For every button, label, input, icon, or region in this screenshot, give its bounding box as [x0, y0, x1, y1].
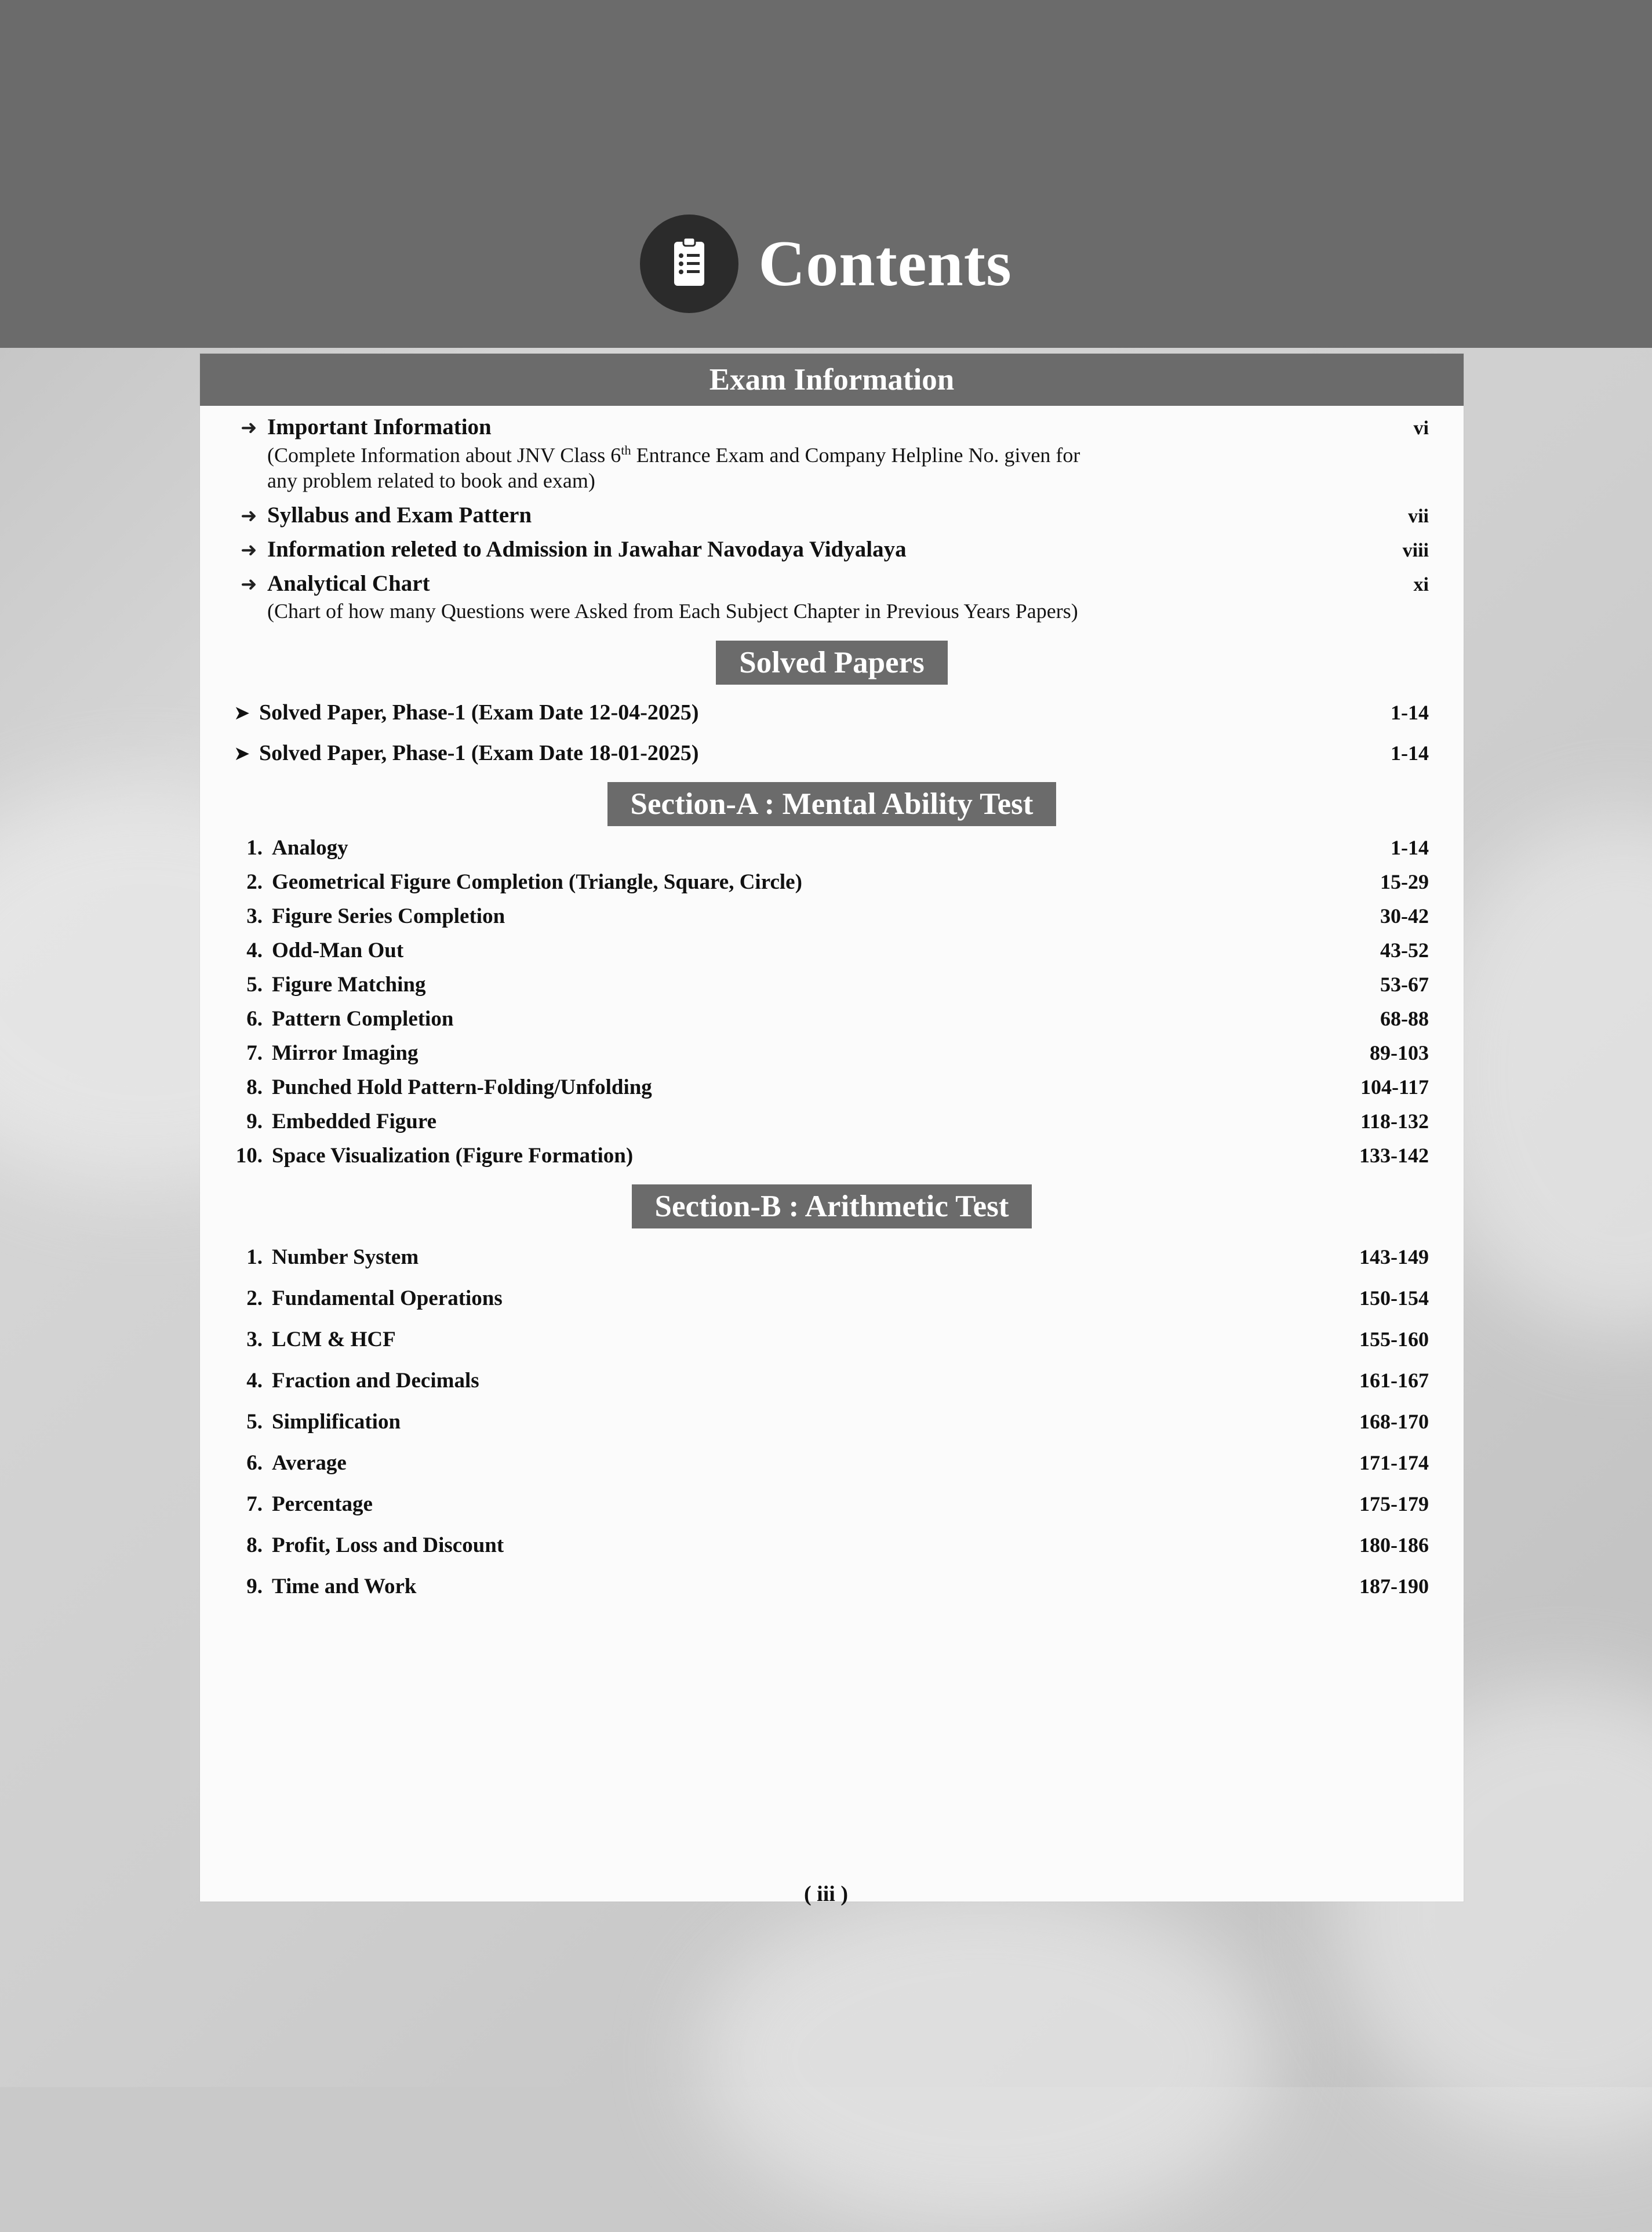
chapter-row[interactable] [200, 1245, 1464, 1270]
toc-entry-label: Analytical Chart [267, 570, 430, 596]
toc-entry-note [200, 440, 1464, 494]
toc-entry-label: Important Information [267, 415, 492, 439]
section-heading-section-a-wrap [200, 782, 1464, 826]
chapter-pages: 89-103 [1370, 1041, 1429, 1064]
toc-entry-page: vii [1408, 505, 1429, 527]
contents-header-band [0, 0, 1652, 348]
chapter-number: 5. [246, 972, 263, 997]
arrow-bullet-icon: ➤ [234, 743, 250, 765]
chapter-number: 3. [246, 904, 263, 928]
chapter-pages: 161-167 [1359, 1368, 1429, 1392]
chapter-name: Profit, Loss and Discount [272, 1533, 504, 1557]
chapter-pages: 43-52 [1380, 938, 1429, 962]
toc-entry[interactable] [200, 570, 1464, 597]
page-number-footer: ( iii ) [804, 1882, 848, 1906]
arrow-bullet-icon: ➤ [234, 702, 250, 724]
arrow-icon: ➜ [241, 505, 257, 527]
chapter-number: 3. [246, 1327, 263, 1351]
chapter-row[interactable] [200, 1143, 1464, 1168]
chapter-number: 1. [246, 1245, 263, 1269]
chapter-name: Time and Work [272, 1574, 417, 1598]
chapter-row[interactable] [200, 1492, 1464, 1517]
chapter-pages: 1-14 [1391, 835, 1429, 859]
chapter-pages: 104-117 [1360, 1075, 1429, 1099]
chapter-number: 2. [246, 870, 263, 894]
section-heading-section-b: Section-B : Arithmetic Test [632, 1184, 1032, 1228]
chapter-row[interactable] [200, 1533, 1464, 1558]
chapter-pages: 30-42 [1380, 904, 1429, 928]
chapter-row[interactable] [200, 972, 1464, 997]
toc-row[interactable] [200, 740, 1464, 766]
chapter-name: Figure Series Completion [272, 904, 505, 928]
chapter-name: Simplification [272, 1409, 401, 1434]
toc-entry-note-line2: any problem related to book and exam) [267, 468, 595, 492]
page-title: Contents [758, 227, 1012, 300]
background-blur-3 [696, 1884, 1275, 2232]
chapter-name: Pattern Completion [272, 1006, 454, 1031]
chapter-pages: 118-132 [1360, 1109, 1429, 1133]
section-heading-section-b-wrap [200, 1184, 1464, 1228]
chapter-row[interactable] [200, 1409, 1464, 1434]
chapter-name: LCM & HCF [272, 1327, 396, 1351]
toc-row-pages: 1-14 [1391, 700, 1429, 724]
chapter-name: Punched Hold Pattern-Folding/Unfolding [272, 1075, 652, 1099]
arrow-icon: ➜ [241, 417, 257, 439]
chapter-name: Analogy [272, 835, 348, 860]
chapter-name: Space Visualization (Figure Formation) [272, 1143, 634, 1168]
toc-entry-page: vi [1413, 417, 1429, 439]
chapter-name: Percentage [272, 1492, 373, 1516]
chapter-row[interactable] [200, 835, 1464, 860]
chapter-number: 4. [246, 938, 263, 962]
toc-row-label: Solved Paper, Phase-1 (Exam Date 12-04-2025) [259, 700, 699, 725]
chapter-number: 2. [246, 1286, 263, 1310]
toc-row-pages: 1-14 [1391, 741, 1429, 765]
chapter-row[interactable] [200, 1327, 1464, 1352]
footer-divider [200, 1874, 1464, 1875]
section-heading-solved-papers-wrap [200, 641, 1464, 685]
chapter-pages: 53-67 [1380, 972, 1429, 996]
chapter-row[interactable] [200, 870, 1464, 895]
toc-entry-note-sup: th [621, 443, 631, 457]
contents-card [200, 354, 1464, 1902]
toc-entry-note-pre: (Complete Information about JNV Class 6 [267, 444, 621, 467]
toc-entry-note: (Chart of how many Questions were Asked from Each Subject Chapter in Previous Years Papers) [267, 599, 1078, 623]
chapter-number: 9. [246, 1109, 263, 1133]
chapter-number: 9. [246, 1574, 263, 1598]
chapter-pages: 143-149 [1359, 1245, 1429, 1268]
chapter-name: Average [272, 1451, 347, 1475]
chapter-row[interactable] [200, 1368, 1464, 1393]
chapter-name: Figure Matching [272, 972, 426, 997]
chapter-row[interactable] [200, 1006, 1464, 1031]
chapter-pages: 180-186 [1359, 1533, 1429, 1557]
chapter-number: 8. [246, 1533, 263, 1557]
chapter-pages: 168-170 [1359, 1409, 1429, 1433]
chapter-number: 6. [246, 1451, 263, 1475]
chapter-name: Geometrical Figure Completion (Triangle, Square, Circle) [272, 870, 802, 894]
chapter-name: Number System [272, 1245, 419, 1269]
section-heading-solved-papers: Solved Papers [716, 641, 947, 685]
chapter-row[interactable] [200, 938, 1464, 963]
chapter-number: 5. [246, 1409, 263, 1434]
chapter-number: 7. [246, 1041, 263, 1065]
toc-row-label: Solved Paper, Phase-1 (Exam Date 18-01-2025) [259, 740, 699, 765]
contents-list [200, 406, 1464, 1599]
arrow-icon: ➜ [241, 539, 257, 561]
section-heading-section-a: Section-A : Mental Ability Test [607, 782, 1057, 826]
toc-entry-label: Information releted to Admission in Jawahar Navodaya Vidyalaya [267, 536, 907, 562]
chapter-row[interactable] [200, 904, 1464, 929]
chapter-number: 6. [246, 1006, 263, 1031]
chapter-row[interactable] [200, 1574, 1464, 1599]
chapter-pages: 171-174 [1359, 1451, 1429, 1474]
clipboard-list-icon [640, 215, 738, 313]
chapter-row[interactable] [200, 1286, 1464, 1311]
chapter-name: Fundamental Operations [272, 1286, 503, 1310]
chapter-name: Odd-Man Out [272, 938, 404, 962]
toc-entry[interactable] [200, 536, 1464, 562]
toc-entry[interactable] [200, 502, 1464, 528]
chapter-pages: 187-190 [1359, 1574, 1429, 1598]
toc-entry-label: Syllabus and Exam Pattern [267, 502, 532, 528]
chapter-pages: 133-142 [1359, 1143, 1429, 1167]
chapter-row[interactable] [200, 1075, 1464, 1100]
chapter-row[interactable] [200, 1451, 1464, 1475]
chapter-pages: 150-154 [1359, 1286, 1429, 1310]
chapter-pages: 175-179 [1359, 1492, 1429, 1515]
toc-entry[interactable] [200, 414, 1464, 440]
chapter-number: 8. [246, 1075, 263, 1099]
chapter-pages: 68-88 [1380, 1006, 1429, 1030]
chapter-name: Fraction and Decimals [272, 1368, 479, 1393]
toc-entry-note-post: Entrance Exam and Company Helpline No. given for [631, 444, 1080, 467]
chapter-name: Embedded Figure [272, 1109, 437, 1133]
chapter-row[interactable] [200, 1109, 1464, 1134]
chapter-row[interactable] [200, 1041, 1464, 1066]
chapter-pages: 155-160 [1359, 1327, 1429, 1351]
chapter-number: 4. [246, 1368, 263, 1393]
chapter-number: 10. [235, 1143, 263, 1168]
toc-entry-page: viii [1402, 539, 1429, 561]
section-heading-exam-information: Exam Information [200, 354, 1464, 406]
toc-entry-page: xi [1413, 573, 1429, 595]
chapter-number: 7. [246, 1492, 263, 1516]
chapter-number: 1. [246, 835, 263, 860]
toc-row[interactable] [200, 700, 1464, 725]
chapter-name: Mirror Imaging [272, 1041, 419, 1065]
arrow-icon: ➜ [241, 573, 257, 595]
chapter-pages: 15-29 [1380, 870, 1429, 893]
